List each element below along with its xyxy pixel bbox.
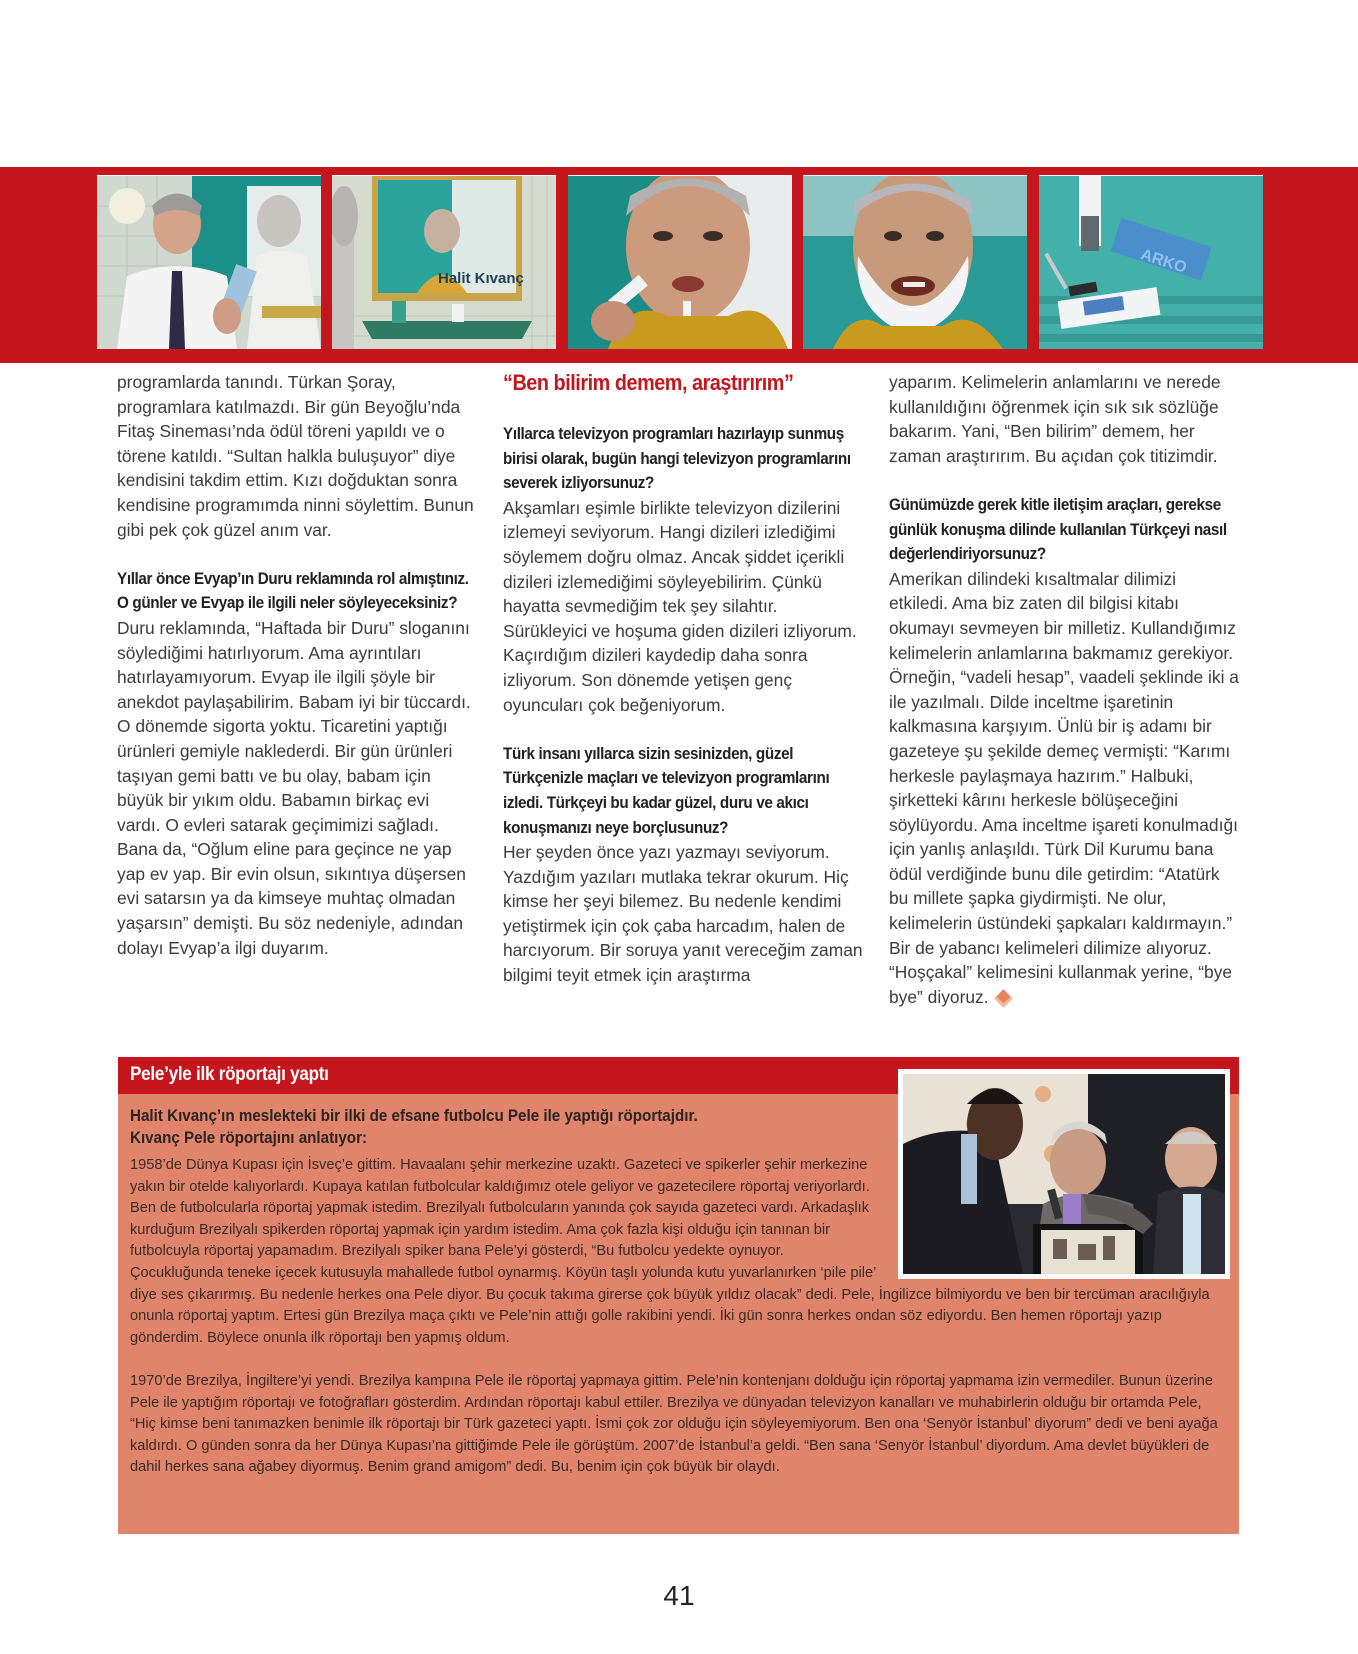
ad-still-photo-1 xyxy=(97,175,321,349)
interview-answer: Duru reklamında, “Haftada bir Duru” sloganını söylediğimi hatırlıyorum. Ama ayrıntıları hatırlayamıyorum. Evyap ile ilgili şöyle bir anekdot paylaşabilirim. Babam iyi bir tüccardı. O dönemde sigorta yoktu. Ticaretini yaptığı ürünleri gemiyle naklederdi. Bir gün ürünleri taşıyan gemi battı ve bu olay, babam için büyük bir yıkım oldu. Babamın birkaç evi vardı. O evleri satarak geçimimizi sağladı. Bana da, “Oğlum eline para geçince ne yap yap ev yap. Bir evin olsun, sıkıntıya düşersen evi satarsın ya da kimseye muhtaç olmadan yaşarsın” demişti. Bu söz nedeniyle, adından dolayı Evyap’a ilgi duyarım. xyxy=(117,617,471,958)
article-column-2 xyxy=(503,368,863,988)
interview-question: Yıllar önce Evyap’ın Duru reklamında rol almıştınız. O günler ve Evyap ile ilgili neler söyleyeceksiniz? xyxy=(117,568,469,613)
article-column-3 xyxy=(889,370,1239,1009)
interview-question: Yıllarca televizyon programları hazırlayıp sunmuş birisi olarak, bugün hangi televizyon programlarını severek izliyorsunuz? xyxy=(503,424,851,493)
body-paragraph: programlarda tanındı. Türkan Şoray, programlara katılmazdı. Bir gün Beyoğlu’nda Fitaş Sineması’nda ödül töreni yapıldı ve o törene katıldı. “Sultan halkla buluşuyor” diye kendisini takdim ettim. Kızı doğduktan sonra kendisine programımda ninni söylettim. Bunun gibi pek çok güzel anım var. xyxy=(117,372,474,540)
ad-still-shaving-foam-image xyxy=(803,176,1027,349)
ad-still-photo-2 xyxy=(332,175,556,349)
pele-photo xyxy=(898,1069,1230,1279)
ad-still-shaving-image xyxy=(568,176,792,349)
interview-answer: Her şeyden önce yazı yazmayı seviyorum. Yazdığım yazıları mutlaka tekrar okurum. Hiç kimse her şeyi bilemez. Bu nedenle kendimi yetiştirmek için çok çaba harcadım, halen de harcıyorum. Bir soruya yanıt vereceğim zaman bilgimi teyit etmek için araştırma xyxy=(503,842,863,986)
pele-and-halit-kivanc-image xyxy=(903,1074,1225,1274)
sidebar-box-pele xyxy=(118,1057,1239,1534)
interview-answer-text xyxy=(889,567,1239,1010)
end-of-article-icon xyxy=(994,989,1012,1007)
sidebar-paragraph: 1970’de Brezilya, İngiltere’yi yendi. Brezilya kampına Pele ile röportaj yapmaya gittim. Pele’nin kontenjanı dolduğu için röportaj yapmama izin vermediler. Bunun üzerine Pele ile yaptığım röportajı ve fotoğrafları gösterdim. Ardından röportajı kabul ettiler. Brezilya ve dünyadan televizyon kanalları ve muhabirlerin olduğu bir ortamda Pele, “Hiç kimse beni tanımazken benimle ilk röportajı bir Türk gazeteci yaptı. İsmi çok zor olduğu için söyleyemiyorum. Ben ona ‘Senyör İstanbul’ diyorum” dedi ve beni ayağa kaldırdı. O günden sonra da her Dünya Kupası’na gittiğimde Pele ile görüştüm. 2007’de İstanbul’a geldi. “Ben sana ‘Senyör İstanbul’ diyordum. Ama devlet büyükleri de dahil herkes sana ağabey diyormuş. Benim grand amigom” dedi. Bu, benim için çok büyük bir olaydı. xyxy=(130,1372,1218,1476)
interview-question: Günümüzde gerek kitle iletişim araçları, gerekse günlük konuşma dilinde kullanılan Türkçeyi nasıl değerlendiriyorsunuz? xyxy=(889,494,1227,564)
ad-still-photo-4 xyxy=(803,175,1027,349)
intro-line-1: Halit Kıvanç’ın meslekteki bir ilki de efsane futbolcu Pele ile yaptığı röportajdır. xyxy=(130,1107,698,1125)
body-paragraph: yaparım. Kelimelerin anlamlarını ve nerede kullanıldığını öğrenmek için sık sık sözlüğe bakarım. Yani, “Ben bilirim” demem, her zaman araştırırım. Bu açıdan çok titizimdir. xyxy=(889,372,1221,466)
sidebar-box-intro xyxy=(130,1105,829,1149)
ad-still-arko-products-image xyxy=(1039,176,1263,349)
interview-answer: Amerikan dilindeki kısaltmalar dilimizi etkiledi. Ama biz zaten dil bilgisi kitabı okumayı sevmeyen bir milletiz. Kullandığımız kelimelerin anlamlarına bakmamız gerekiyor. Örneğin, “vadeli hesap”, vaadeli şeklinde iki a ile yazılmalı. Dilde inceltme işaretinin kalkmasına karşıyım. Ünlü bir iş adamı bir gazeteye şu şekilde demeç vermişti: “Karımı herkesle paylaşmaya hazırım.” Halbuki, şirketteki kârını herkesle bölüşeceğini söylüyordu. Ama inceltme işareti konulmadığı için yanlış anlaşıldı. Türk Dil Kurumu bana ödül verdiğinde bunu dile getirdim: “Atatürk bu millete şapka giydirmişti. Ne olur, kelimelerin üstündeki şapkaları kaldırmayın.” Bir de yabancı kelimeleri dilimize alıyoruz. “Hoşçakal” kelimesini kullanmak yerine, “bye bye” diyoruz. xyxy=(889,568,1239,1007)
page-number: 41 xyxy=(663,1580,695,1611)
article-column-1 xyxy=(117,370,477,960)
photo-caption: Halit Kıvanç xyxy=(438,270,524,287)
interview-question: Türk insanı yıllarca sizin sesinizden, güzel Türkçenizle maçları ve televizyon programlarını izledi. Türkçeyi bu kadar güzel, duru ve akıcı konuşmanızı neye borçlusunuz? xyxy=(503,743,830,837)
sidebar-box-title: Pele’yle ilk röportajı yaptı xyxy=(130,1064,329,1085)
ad-still-smiling-man-image xyxy=(97,176,321,349)
ad-still-mirror-image xyxy=(332,176,556,349)
ad-still-photo-3 xyxy=(568,175,792,349)
ad-still-photo-5 xyxy=(1039,175,1263,349)
section-headline: “Ben bilirim demem, araştırırım” xyxy=(503,370,794,395)
arko-box-label: ARKO xyxy=(1138,246,1189,277)
interview-answer: Akşamları eşimle birlikte televizyon dizilerini izlemeyi seviyorum. Hangi dizileri izlediğimi söylemem doğru olmaz. Ancak şiddet içerikli dizileri izlemediğimi söyleyebilirim. Çünkü hayatta sevmediğim tek şey silahtır. Sürükleyici ve hoşuma giden dizileri izliyorum. Kaçırdığım dizileri kaydedip daha sonra izliyorum. Son dönemde yetişen genç oyuncuları çok beğeniyorum. xyxy=(503,497,857,715)
sidebar-paragraph: 1958’de Dünya Kupası için İsveç’e gittim. Havaalanı şehir merkezine uzaktı. Gazeteci ve spikerler şehir merkezine yakın bir otelde kalıyorlardı. Kupaya katılan futbolcular kaldığımız otele geliyor ve gazetecilere röportaj veriyorlardı. Ben de futbolcularla röportaj yapmak istedim. Brezilyalı futbolcuların yanında çok sayıda gazeteci vardı. Arkadaşlık kurduğum Brezilyalı spikerden röportaj yapmak için yardım istedim. Ama çok fazla kişi olduğu için tanınan bir futbolcuyla röportaj yapamadım. Brezilyalı spiker bana Pele’yi gösterdi, “Bu futbolcu yedekte oynuyor. Çocukluğunda teneke içecek kutusuyla mahallede futbol oynarmış. Köyün taşlı yolunda kutu yuvarlanırken ‘pile pile’ diye ses çıkarırmış. Bu nedenle herkes ona Pele diyor. Bu çocuk takıma girerse çok büyük yıldız olacak” dedi. Pele, İngilizce bilmiyordu ve ben bir tercüman aracılığıyla onunla röportaj yaptım. Ertesi gün Brezilya maça çıktı ve Pele’nin attığı golle rakibini yendi. İki gün sonra herkes ondan söz ediyordu. Ben hemen röportajı yazıp gönderdim. Böylece onunla ilk röportajı ben yapmış oldum. xyxy=(130,1157,1210,1346)
intro-line-2: Kıvanç Pele röportajını anlatıyor: xyxy=(130,1129,368,1147)
